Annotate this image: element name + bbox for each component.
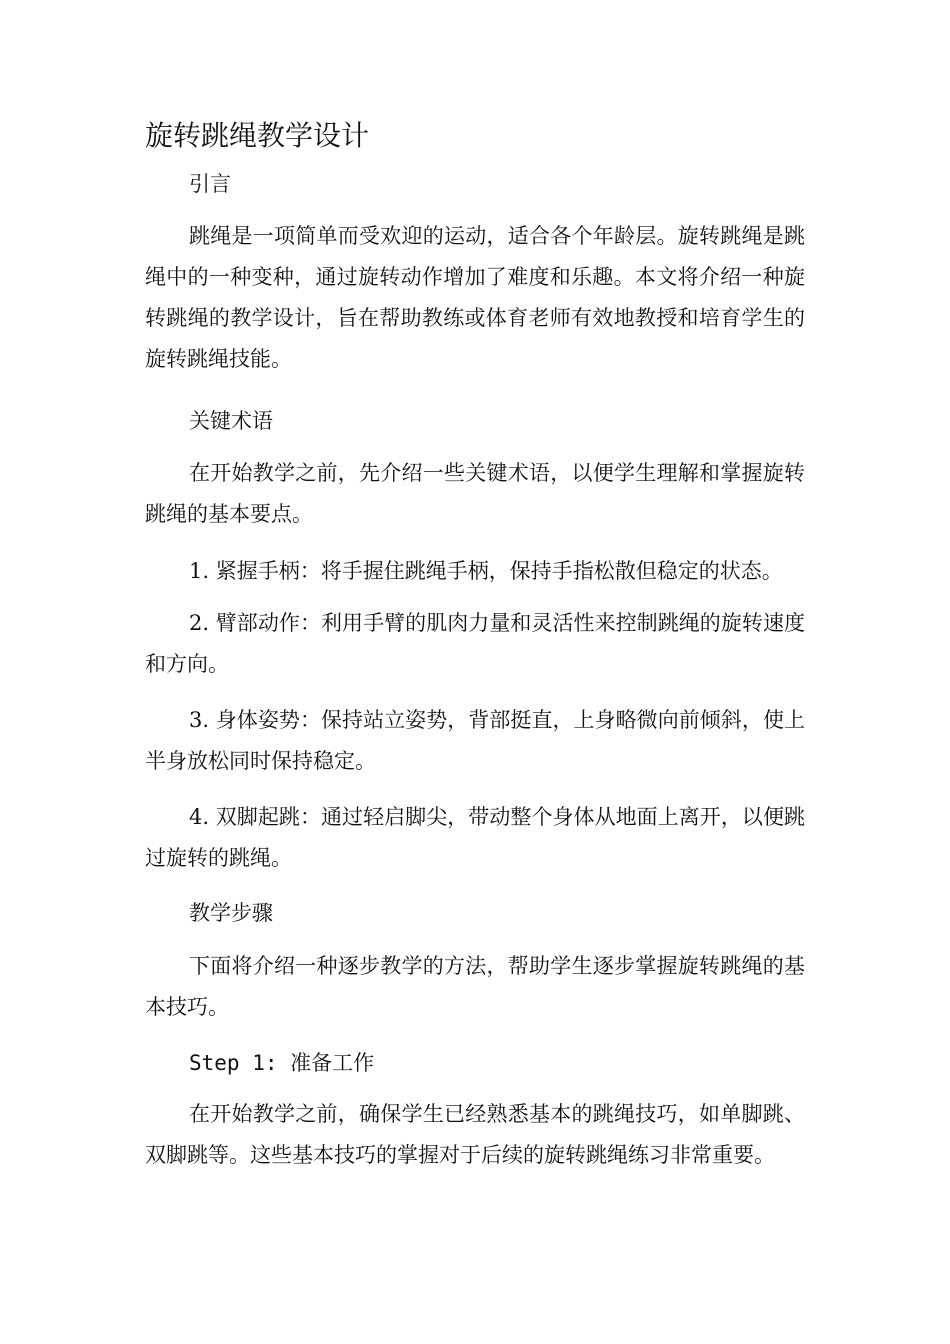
terms-heading: 关键术语 [189, 409, 273, 433]
document-title: 旋转跳绳教学设计 [145, 119, 370, 152]
term-item-1: 1. 紧握手柄：将手握住跳绳手柄，保持手指松散但稳定的状态。 [189, 559, 783, 583]
term-item-4: 4. 双脚起跳：通过轻启脚尖，带动整个身体从地面上离开，以便跳过旋转的跳绳。 [145, 805, 805, 870]
intro-paragraph: 跳绳是一项简单而受欢迎的运动，适合各个年龄层。旋转跳绳是跳绳中的一种变种，通过旋转动作增加了难度和乐趣。本文将介绍一种旋转跳绳的教学设计，旨在帮助教练或体育老师有效地教授和培育学生的旋转跳绳技能。 [145, 224, 805, 371]
step1-paragraph: 在开始教学之前，确保学生已经熟悉基本的跳绳技巧，如单脚跳、双脚跳等。这些基本技巧的掌握对于后续的旋转跳绳练习非常重要。 [145, 1102, 805, 1167]
term-item-2: 2. 臂部动作：利用手臂的肌肉力量和灵活性来控制跳绳的旋转速度和方向。 [145, 611, 805, 676]
steps-paragraph: 下面将介绍一种逐步教学的方法，帮助学生逐步掌握旋转跳绳的基本技巧。 [145, 954, 805, 1019]
steps-heading: 教学步骤 [189, 901, 273, 925]
term-item-3: 3. 身体姿势：保持站立姿势，背部挺直，上身略微向前倾斜，使上半身放松同时保持稳定。 [145, 708, 805, 773]
step1-heading: Step 1: 准备工作 [189, 1051, 375, 1075]
terms-paragraph: 在开始教学之前，先介绍一些关键术语，以便学生理解和掌握旋转跳绳的基本要点。 [145, 461, 805, 526]
intro-heading: 引言 [189, 172, 231, 196]
